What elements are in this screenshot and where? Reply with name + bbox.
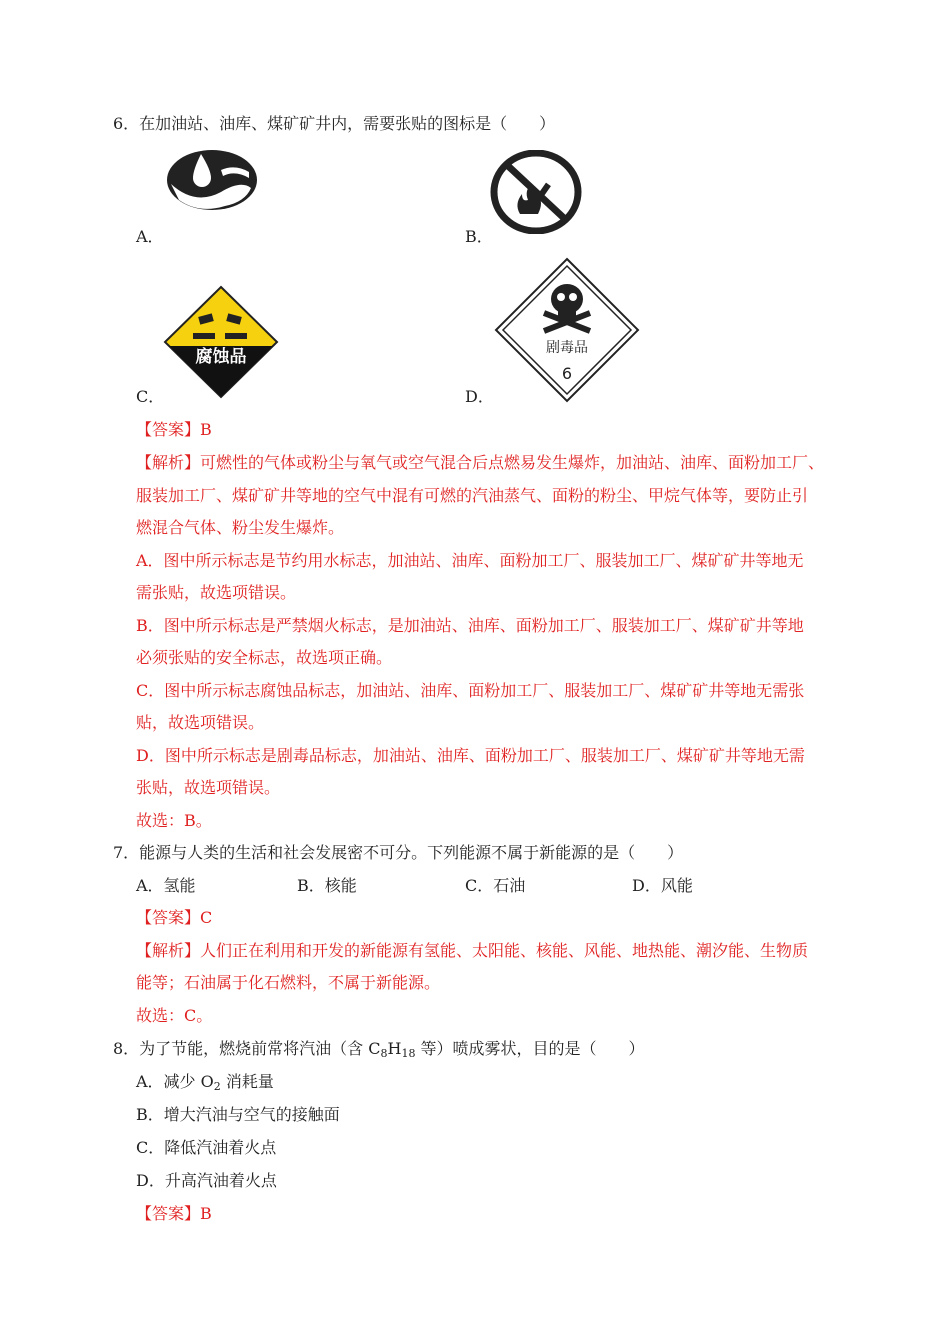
question-6-stem: 6．在加油站、油库、煤矿矿井内，需要张贴的图标是（ ） <box>113 114 556 133</box>
water-saving-icon <box>165 148 259 212</box>
q6-analysis-line: 贴，故选项错误。 <box>136 713 265 732</box>
q6-analysis-line: D．图中所示标志是剧毒品标志，加油站、油库、面粉加工厂、服装加工厂、煤矿矿井等地无需 <box>136 746 805 765</box>
q6-analysis-line: 【解析】可燃性的气体或粉尘与氧气或空气混合后点燃易发生爆炸，加油站、油库、面粉加工厂、 <box>136 453 825 472</box>
q7-analysis-line: 【解析】人们正在利用和开发的新能源有氢能、太阳能、核能、风能、地热能、潮汐能、生物质 <box>136 941 809 960</box>
q8-answer: 【答案】B <box>136 1204 212 1223</box>
q8-option-d: D．升高汽油着火点 <box>136 1171 277 1190</box>
corrosive-sign-text: 腐蚀品 <box>195 347 247 367</box>
q7-conclusion: 故选：C。 <box>136 1006 213 1025</box>
q8-option-b: B．增大汽油与空气的接触面 <box>136 1105 340 1124</box>
q8-option-c: C．降低汽油着火点 <box>136 1138 277 1157</box>
question-8-stem: 8．为了节能，燃烧前常将汽油（含 $C_8H_{18}$ 等）喷成雾状，目的是（ ） <box>113 1039 645 1060</box>
q7-option-a: A．氢能 <box>136 876 196 895</box>
q7-option-c: C．石油 <box>465 876 526 895</box>
option-d-label: D． <box>465 387 494 406</box>
option-a-label: A． <box>136 227 164 246</box>
question-7-stem: 7．能源与人类的生活和社会发展密不可分。下列能源不属于新能源的是（ ） <box>113 843 684 862</box>
q6-analysis-line: B．图中所示标志是严禁烟火标志，是加油站、油库、面粉加工厂、服装加工厂、煤矿矿井等地 <box>136 616 804 635</box>
q7-answer: 【答案】C <box>136 908 213 927</box>
option-b-label: B． <box>465 227 493 246</box>
q6-analysis-line: C．图中所示标志腐蚀品标志，加油站、油库、面粉加工厂、服装加工厂、煤矿矿井等地无需张 <box>136 681 805 700</box>
option-c-label: C． <box>136 387 165 406</box>
toxic-sign-number: 6 <box>561 364 573 383</box>
q7-option-d: D．风能 <box>632 876 693 895</box>
no-smoking-icon <box>490 150 582 234</box>
toxic-icon <box>494 257 640 403</box>
q6-answer: 【答案】B <box>136 420 212 439</box>
toxic-sign-text: 剧毒品 <box>546 340 588 356</box>
corrosive-icon <box>163 285 279 399</box>
q8-option-a: A．减少 $O_2$ 消耗量 <box>136 1072 274 1093</box>
q6-analysis-line: A．图中所示标志是节约用水标志，加油站、油库、面粉加工厂、服装加工厂、煤矿矿井等地无 <box>136 551 804 570</box>
q6-conclusion: 故选：B。 <box>136 811 212 830</box>
q6-analysis-line: 服装加工厂、煤矿矿井等地的空气中混有可燃的汽油蒸气、面粉的粉尘、甲烷气体等，要防止引 <box>136 486 809 505</box>
q6-analysis-line: 张贴，故选项错误。 <box>136 778 281 797</box>
q7-analysis-line: 能等；石油属于化石燃料，不属于新能源。 <box>136 973 441 992</box>
q6-analysis-line: 必须张贴的安全标志，故选项正确。 <box>136 648 393 667</box>
q7-option-b: B．核能 <box>297 876 357 895</box>
q6-analysis-line: 燃混合气体、粉尘发生爆炸。 <box>136 518 345 537</box>
q6-analysis-line: 需张贴，故选项错误。 <box>136 583 297 602</box>
